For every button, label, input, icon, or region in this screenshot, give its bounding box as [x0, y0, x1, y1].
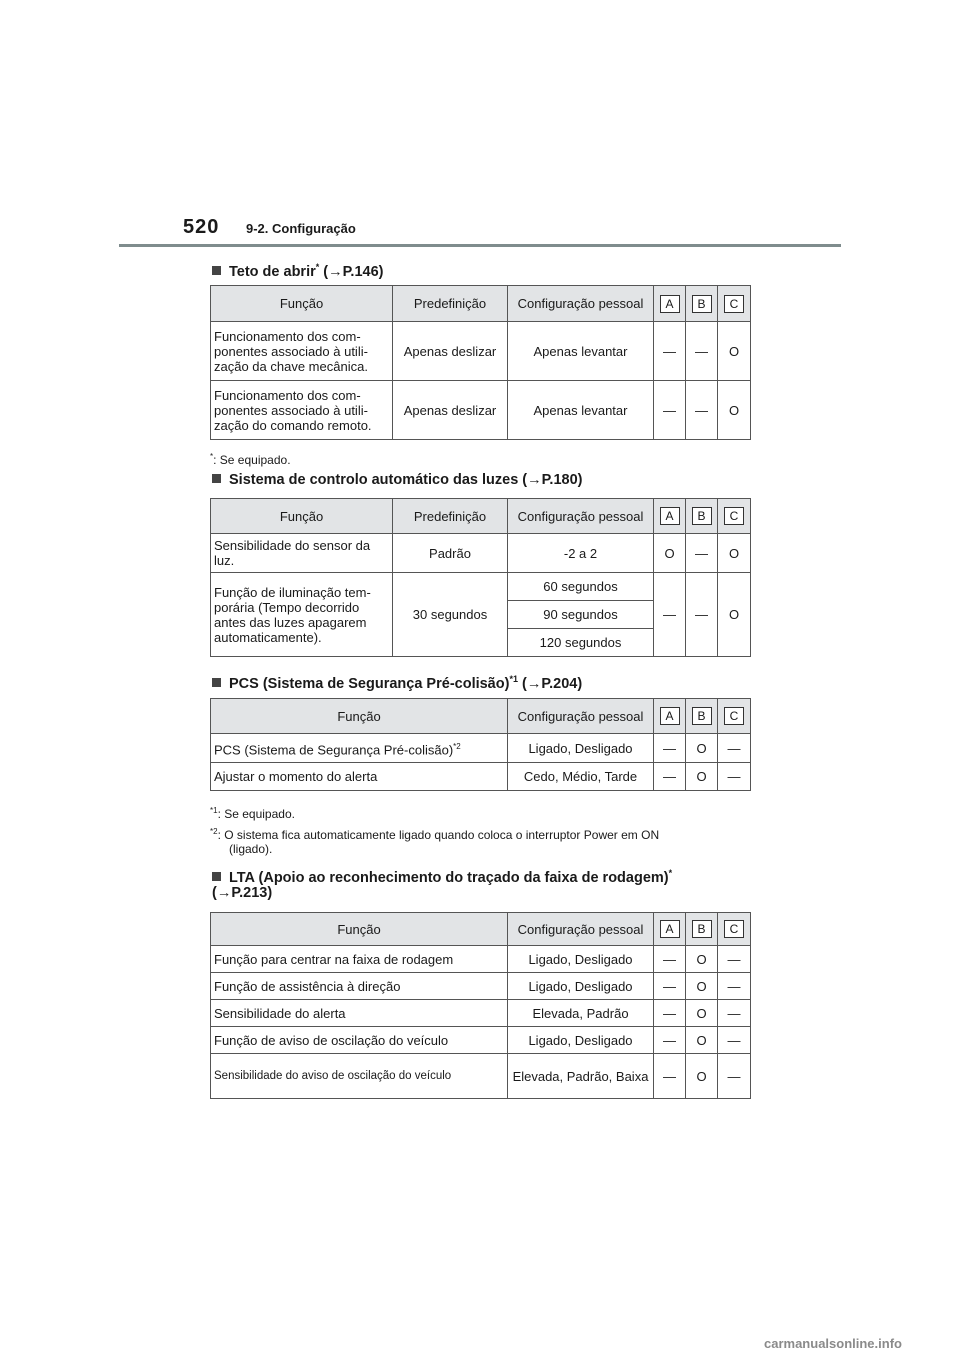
col-header-a [654, 286, 686, 322]
footnote [210, 803, 295, 822]
cell-config: Apenas levantar [508, 381, 654, 440]
cell-config: Ligado, Desligado [508, 973, 654, 1000]
col-header-predefinicao: Predefinição [393, 499, 508, 534]
cell-b: — [686, 322, 718, 381]
col-header-b [686, 286, 718, 322]
page-ref: (→P.180) [522, 472, 583, 488]
cell-c: O [718, 534, 751, 573]
cell-config: -2 a 2 [508, 534, 654, 573]
col-header-a [654, 699, 686, 734]
cell-a: — [654, 973, 686, 1000]
heading-lta-ref: (→P.213) [212, 885, 273, 901]
table-row [211, 1000, 751, 1027]
cell-b: — [686, 534, 718, 573]
table-row [211, 734, 751, 763]
cell-funcao: Função de iluminação tem-porária (Tempo decorrido antes das luzes apagarem automaticamente). [211, 573, 393, 657]
footnote [210, 824, 659, 843]
heading-sunroof [212, 258, 383, 282]
table-row [211, 973, 751, 1000]
cell-option: 60 segundos [508, 573, 654, 601]
col-header-configuracao: Configuração pessoal [508, 913, 654, 946]
label-box-a: A [660, 295, 680, 313]
table-row [211, 573, 751, 601]
table-row [211, 763, 751, 791]
cell-a: O [654, 534, 686, 573]
footnote-text: : Se equipado. [217, 807, 295, 821]
auto-lights-table [210, 498, 751, 657]
cell-c: — [718, 946, 751, 973]
cell-config: Elevada, Padrão [508, 1000, 654, 1027]
cell-a: — [654, 763, 686, 791]
footnote-continuation: (ligado). [229, 842, 273, 856]
cell-predef: 30 segundos [393, 573, 508, 657]
cell-b: O [686, 734, 718, 763]
cell-c: — [718, 1027, 751, 1054]
label-box-b: B [692, 507, 712, 525]
cell-c: — [718, 763, 751, 791]
heading-text: Teto de abrir [229, 263, 316, 280]
label-box-c: C [724, 707, 744, 725]
cell-predef: Apenas deslizar [393, 322, 508, 381]
cell-a: — [654, 322, 686, 381]
cell-funcao: Funcionamento dos com-ponentes associado à utili-zação do comando remoto. [211, 381, 393, 440]
table-row [211, 322, 751, 381]
cell-a: — [654, 1000, 686, 1027]
cell-a: — [654, 1054, 686, 1099]
cell-a: — [654, 734, 686, 763]
heading-text: Sistema de controlo automático das luzes [229, 472, 519, 488]
cell-c: — [718, 734, 751, 763]
cell-predef: Apenas deslizar [393, 381, 508, 440]
col-header-configuracao: Configuração pessoal [508, 699, 654, 734]
cell-b: O [686, 1054, 718, 1099]
heading-text: LTA (Apoio ao reconhecimento do traçado da faixa de rodagem) [229, 869, 669, 886]
cell-funcao: Função de assistência à direção [211, 973, 508, 1000]
label-box-b: B [692, 295, 712, 313]
cell-a: — [654, 573, 686, 657]
page-number: 520 [183, 216, 220, 238]
label-box-c: C [724, 920, 744, 938]
col-header-funcao: Função [211, 286, 393, 322]
footnote-mark: *1 [210, 806, 218, 815]
label-box-b: B [692, 707, 712, 725]
cell-funcao [211, 734, 508, 763]
section-title: 9-2. Configuração [246, 221, 356, 236]
cell-funcao: Funcionamento dos com-ponentes associado à utili-zação da chave mecânica. [211, 322, 393, 381]
cell-funcao: Função de aviso de oscilação do veículo [211, 1027, 508, 1054]
cell-config: Apenas levantar [508, 322, 654, 381]
cell-a: — [654, 381, 686, 440]
heading-pcs [212, 670, 582, 694]
label-box-a: A [660, 707, 680, 725]
cell-b: — [686, 381, 718, 440]
label-box-a: A [660, 507, 680, 525]
col-header-b [686, 913, 718, 946]
sunroof-table [210, 285, 751, 440]
col-header-a [654, 499, 686, 534]
footnote-text: : Se equipado. [213, 453, 291, 467]
cell-c: O [718, 322, 751, 381]
footnote-mark: * [315, 262, 320, 272]
cell-funcao: Sensibilidade do aviso de oscilação do veículo [211, 1054, 508, 1099]
bullet-square-icon [212, 474, 221, 483]
col-header-c [718, 913, 751, 946]
cell-c: O [718, 573, 751, 657]
label-box-c: C [724, 507, 744, 525]
footnote-text: : O sistema fica automaticamente ligado quando coloca o interruptor Power em ON [217, 828, 660, 842]
cell-c: — [718, 1000, 751, 1027]
label-box-c: C [724, 295, 744, 313]
table-row [211, 381, 751, 440]
cell-c: — [718, 1054, 751, 1099]
footnote-mark: *2 [210, 827, 218, 836]
footnote [210, 449, 291, 468]
cell-b: O [686, 946, 718, 973]
cell-config: Ligado, Desligado [508, 1027, 654, 1054]
cell-a: — [654, 946, 686, 973]
col-header-a [654, 913, 686, 946]
col-header-configuracao: Configuração pessoal [508, 286, 654, 322]
table-row [211, 946, 751, 973]
page-ref: (→P.204) [521, 675, 583, 692]
footnote-mark: *1 [509, 674, 518, 684]
cell-c: — [718, 973, 751, 1000]
cell-config: Ligado, Desligado [508, 946, 654, 973]
cell-a: — [654, 1027, 686, 1054]
heading-text: PCS (Sistema de Segurança Pré-colisão) [229, 675, 510, 692]
watermark-url: carmanualsonline.info [764, 1336, 902, 1351]
col-header-b [686, 499, 718, 534]
footnote-mark: *2 [453, 741, 461, 751]
bullet-square-icon [212, 872, 221, 881]
cell-option: 120 segundos [508, 629, 654, 657]
bullet-square-icon [212, 678, 221, 687]
cell-config: Ligado, Desligado [508, 734, 654, 763]
cell-option: 90 segundos [508, 601, 654, 629]
lta-table [210, 912, 751, 1099]
table-row [211, 1027, 751, 1054]
bullet-square-icon [212, 266, 221, 275]
table-row [211, 1054, 751, 1099]
footnote-mark: * [210, 452, 214, 461]
cell-b: O [686, 763, 718, 791]
pcs-table [210, 698, 751, 791]
col-header-c [718, 699, 751, 734]
cell-funcao-text: PCS (Sistema de Segurança Pré-colisão) [214, 742, 454, 758]
label-box-a: A [660, 920, 680, 938]
col-header-predefinicao: Predefinição [393, 286, 508, 322]
cell-config: Cedo, Médio, Tarde [508, 763, 654, 791]
cell-funcao: Ajustar o momento do alerta [211, 763, 508, 791]
col-header-configuracao: Configuração pessoal [508, 499, 654, 534]
cell-b: O [686, 1027, 718, 1054]
heading-auto-lights [212, 471, 582, 490]
header-rule [119, 244, 841, 247]
cell-funcao: Sensibilidade do sensor da luz. [211, 534, 393, 573]
cell-funcao: Sensibilidade do alerta [211, 1000, 508, 1027]
col-header-c [718, 499, 751, 534]
table-row [211, 534, 751, 573]
cell-c: O [718, 381, 751, 440]
heading-lta [212, 864, 672, 888]
cell-b: O [686, 1000, 718, 1027]
cell-predef: Padrão [393, 534, 508, 573]
cell-b: — [686, 573, 718, 657]
col-header-funcao: Função [211, 699, 508, 734]
cell-config: Elevada, Padrão, Baixa [508, 1054, 654, 1099]
label-box-b: B [692, 920, 712, 938]
col-header-c [718, 286, 751, 322]
cell-b: O [686, 973, 718, 1000]
cell-funcao: Função para centrar na faixa de rodagem [211, 946, 508, 973]
footnote-mark: * [668, 868, 673, 878]
col-header-funcao: Função [211, 913, 508, 946]
col-header-b [686, 699, 718, 734]
page-ref: (→P.146) [323, 263, 384, 280]
col-header-funcao: Função [211, 499, 393, 534]
